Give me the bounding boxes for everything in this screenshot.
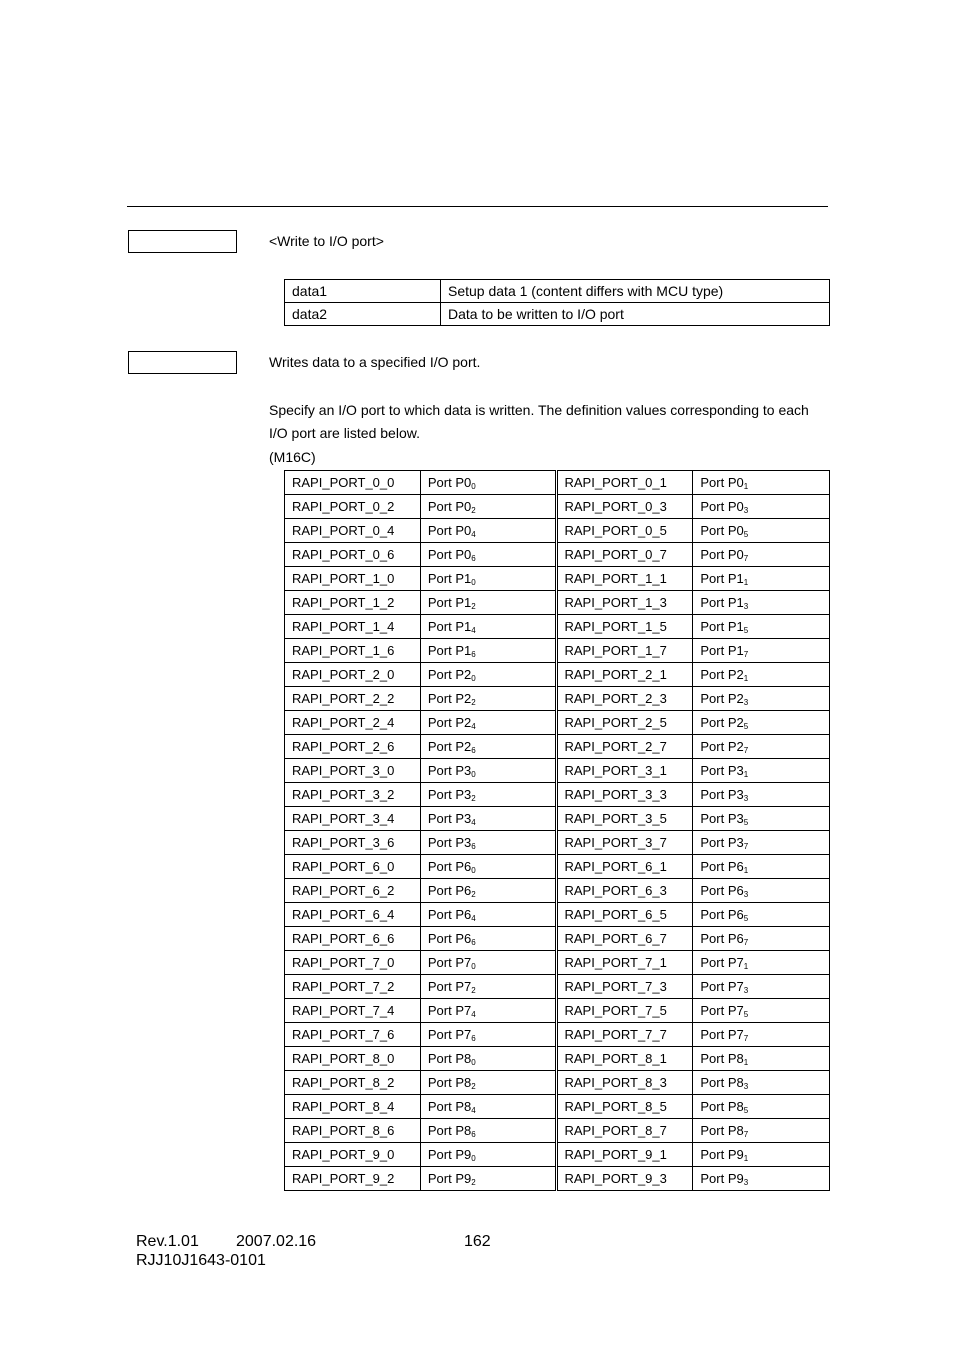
port-name <box>420 663 556 687</box>
port-symbol: RAPI_PORT_8_2 <box>285 1071 421 1095</box>
port-symbol: RAPI_PORT_0_5 <box>556 519 693 543</box>
footer-doc-id: RJJ10J1643-0101 <box>136 1252 266 1269</box>
port-name <box>420 1047 556 1071</box>
port-symbol: RAPI_PORT_1_5 <box>556 615 693 639</box>
table-row <box>285 471 830 495</box>
port-symbol: RAPI_PORT_9_3 <box>556 1167 693 1191</box>
port-name <box>693 975 830 999</box>
port-bit-subscript: 2 <box>471 890 476 899</box>
table-row <box>285 519 830 543</box>
footer-revision: Rev.1.01 <box>136 1233 199 1250</box>
port-base: Port P8 <box>427 1123 472 1138</box>
port-bit-subscript: 6 <box>471 746 476 755</box>
port-name <box>693 903 830 927</box>
port-base: Port P2 <box>700 667 744 682</box>
port-symbol: RAPI_PORT_8_5 <box>556 1095 693 1119</box>
port-bit-subscript: 3 <box>743 986 749 995</box>
port-name <box>420 543 556 567</box>
port-bit-subscript: 1 <box>743 482 749 491</box>
port-symbol: RAPI_PORT_1_2 <box>285 591 421 615</box>
port-symbol: RAPI_PORT_0_4 <box>285 519 421 543</box>
port-base: Port P0 <box>700 523 744 538</box>
port-name <box>693 1167 830 1191</box>
port-base: Port P7 <box>700 1003 744 1018</box>
port-bit-subscript: 1 <box>743 866 749 875</box>
port-symbol: RAPI_PORT_7_5 <box>556 999 693 1023</box>
port-bit-subscript: 0 <box>471 1154 476 1163</box>
port-bit-subscript: 1 <box>743 962 749 971</box>
port-base: Port P1 <box>427 643 472 658</box>
table-row <box>285 687 830 711</box>
port-bit-subscript: 0 <box>471 866 476 875</box>
port-base: Port P0 <box>427 499 472 514</box>
port-bit-subscript: 0 <box>471 770 476 779</box>
table-row <box>285 1071 830 1095</box>
table-row <box>285 855 830 879</box>
port-bit-subscript: 6 <box>471 938 476 947</box>
port-base: Port P7 <box>700 1027 744 1042</box>
port-definition-table <box>284 470 830 1191</box>
port-bit-subscript: 6 <box>471 1130 476 1139</box>
port-bit-subscript: 5 <box>743 626 749 635</box>
port-bit-subscript: 1 <box>743 1154 749 1163</box>
table-row <box>285 639 830 663</box>
port-bit-subscript: 3 <box>743 1082 749 1091</box>
table-row <box>285 615 830 639</box>
port-name <box>693 1095 830 1119</box>
port-name <box>693 495 830 519</box>
port-symbol: RAPI_PORT_3_3 <box>556 783 693 807</box>
port-symbol: RAPI_PORT_8_0 <box>285 1047 421 1071</box>
port-name <box>693 951 830 975</box>
port-symbol: RAPI_PORT_7_3 <box>556 975 693 999</box>
port-bit-subscript: 0 <box>471 674 476 683</box>
port-symbol: RAPI_PORT_8_4 <box>285 1095 421 1119</box>
port-bit-subscript: 2 <box>471 602 476 611</box>
port-symbol: RAPI_PORT_0_3 <box>556 495 693 519</box>
port-base: Port P3 <box>700 835 744 850</box>
section-label-box-2 <box>128 351 237 374</box>
port-symbol: RAPI_PORT_9_2 <box>285 1167 421 1191</box>
port-bit-subscript: 1 <box>743 674 749 683</box>
port-base: Port P8 <box>427 1099 472 1114</box>
argument-table <box>284 279 830 326</box>
port-name <box>420 495 556 519</box>
port-base: Port P1 <box>427 619 472 634</box>
port-name <box>420 999 556 1023</box>
port-name <box>420 639 556 663</box>
port-bit-subscript: 7 <box>743 842 749 851</box>
port-base: Port P3 <box>427 811 472 826</box>
port-symbol: RAPI_PORT_2_6 <box>285 735 421 759</box>
argument-name: data2 <box>285 303 441 326</box>
header-rule <box>127 206 828 207</box>
port-symbol: RAPI_PORT_2_1 <box>556 663 693 687</box>
port-name <box>420 1143 556 1167</box>
port-symbol: RAPI_PORT_1_3 <box>556 591 693 615</box>
port-name <box>420 783 556 807</box>
port-symbol: RAPI_PORT_3_0 <box>285 759 421 783</box>
port-name <box>693 1071 830 1095</box>
port-symbol: RAPI_PORT_1_4 <box>285 615 421 639</box>
port-name <box>693 1119 830 1143</box>
port-bit-subscript: 5 <box>743 1010 749 1019</box>
port-base: Port P7 <box>427 979 472 994</box>
table-row <box>285 927 830 951</box>
port-name <box>420 711 556 735</box>
port-bit-subscript: 5 <box>743 722 749 731</box>
port-name <box>693 1023 830 1047</box>
port-name <box>420 879 556 903</box>
port-base: Port P2 <box>700 691 744 706</box>
port-base: Port P2 <box>427 691 472 706</box>
port-symbol: RAPI_PORT_3_1 <box>556 759 693 783</box>
port-symbol: RAPI_PORT_3_5 <box>556 807 693 831</box>
port-symbol: RAPI_PORT_6_6 <box>285 927 421 951</box>
section-label-box-1 <box>128 230 237 253</box>
table-row <box>285 543 830 567</box>
port-symbol: RAPI_PORT_6_5 <box>556 903 693 927</box>
port-base: Port P0 <box>427 475 472 490</box>
port-symbol: RAPI_PORT_2_2 <box>285 687 421 711</box>
port-base: Port P2 <box>700 739 744 754</box>
table-row <box>285 951 830 975</box>
port-bit-subscript: 5 <box>743 1106 749 1115</box>
port-base: Port P2 <box>700 715 744 730</box>
page-number: 162 <box>464 1233 491 1250</box>
port-bit-subscript: 1 <box>743 1058 749 1067</box>
table-row <box>285 831 830 855</box>
port-name <box>420 615 556 639</box>
table-row <box>285 783 830 807</box>
table-row <box>285 591 830 615</box>
port-base: Port P1 <box>700 571 744 586</box>
port-symbol: RAPI_PORT_0_2 <box>285 495 421 519</box>
port-name <box>420 735 556 759</box>
table-row <box>285 1119 830 1143</box>
table-row <box>285 1023 830 1047</box>
section-syntax-text: <Write to I/O port> <box>269 233 384 249</box>
port-name <box>420 1023 556 1047</box>
port-base: Port P1 <box>700 643 744 658</box>
table-row <box>285 1143 830 1167</box>
port-name <box>420 471 556 495</box>
port-bit-subscript: 4 <box>471 914 476 923</box>
port-bit-subscript: 3 <box>743 506 749 515</box>
port-symbol: RAPI_PORT_8_3 <box>556 1071 693 1095</box>
port-name <box>693 1047 830 1071</box>
port-base: Port P7 <box>700 955 744 970</box>
port-bit-subscript: 7 <box>743 1130 749 1139</box>
port-base: Port P0 <box>700 499 744 514</box>
port-symbol: RAPI_PORT_1_0 <box>285 567 421 591</box>
table-row <box>285 807 830 831</box>
port-base: Port P6 <box>700 859 744 874</box>
port-base: Port P8 <box>427 1051 472 1066</box>
port-name <box>420 855 556 879</box>
port-base: Port P1 <box>700 619 744 634</box>
port-base: Port P8 <box>700 1051 744 1066</box>
port-bit-subscript: 7 <box>743 650 749 659</box>
argument-description: Data to be written to I/O port <box>441 303 830 326</box>
port-symbol: RAPI_PORT_0_7 <box>556 543 693 567</box>
argument-row <box>285 303 830 326</box>
port-symbol: RAPI_PORT_3_4 <box>285 807 421 831</box>
port-name <box>693 879 830 903</box>
port-bit-subscript: 5 <box>743 530 749 539</box>
port-base: Port P8 <box>700 1075 744 1090</box>
port-symbol: RAPI_PORT_7_2 <box>285 975 421 999</box>
port-name <box>693 687 830 711</box>
port-symbol: RAPI_PORT_1_1 <box>556 567 693 591</box>
port-bit-subscript: 6 <box>471 1034 476 1043</box>
port-symbol: RAPI_PORT_0_0 <box>285 471 421 495</box>
port-symbol: RAPI_PORT_2_3 <box>556 687 693 711</box>
port-base: Port P9 <box>427 1147 472 1162</box>
port-bit-subscript: 2 <box>471 794 476 803</box>
port-bit-subscript: 3 <box>743 890 749 899</box>
port-base: Port P6 <box>427 907 472 922</box>
table-row <box>285 711 830 735</box>
port-bit-subscript: 6 <box>471 554 476 563</box>
port-bit-subscript: 2 <box>471 698 476 707</box>
port-symbol: RAPI_PORT_3_6 <box>285 831 421 855</box>
port-name <box>693 663 830 687</box>
port-name <box>693 759 830 783</box>
port-symbol: RAPI_PORT_6_4 <box>285 903 421 927</box>
port-bit-subscript: 7 <box>743 1034 749 1043</box>
port-name <box>693 567 830 591</box>
port-name <box>420 831 556 855</box>
port-name <box>420 567 556 591</box>
port-name <box>693 615 830 639</box>
port-symbol: RAPI_PORT_9_1 <box>556 1143 693 1167</box>
port-name <box>693 735 830 759</box>
table-row <box>285 1167 830 1191</box>
port-bit-subscript: 1 <box>743 578 749 587</box>
section-description-text: Writes data to a specified I/O port. <box>269 354 481 370</box>
port-base: Port P0 <box>700 475 744 490</box>
port-bit-subscript: 7 <box>743 938 749 947</box>
port-base: Port P7 <box>427 1003 472 1018</box>
port-bit-subscript: 4 <box>471 1106 476 1115</box>
port-symbol: RAPI_PORT_2_4 <box>285 711 421 735</box>
port-bit-subscript: 4 <box>471 530 476 539</box>
port-base: Port P6 <box>427 883 472 898</box>
port-name <box>420 759 556 783</box>
port-bit-subscript: 1 <box>743 770 749 779</box>
port-name <box>420 903 556 927</box>
port-base: Port P8 <box>700 1123 744 1138</box>
port-name <box>420 519 556 543</box>
port-symbol: RAPI_PORT_7_1 <box>556 951 693 975</box>
port-name <box>420 591 556 615</box>
table-row <box>285 663 830 687</box>
port-symbol: RAPI_PORT_1_6 <box>285 639 421 663</box>
port-bit-subscript: 0 <box>471 482 476 491</box>
argument-name: data1 <box>285 280 441 303</box>
table-row <box>285 879 830 903</box>
port-base: Port P6 <box>700 883 744 898</box>
port-name <box>693 807 830 831</box>
port-base: Port P1 <box>700 595 744 610</box>
port-base: Port P0 <box>427 523 472 538</box>
port-base: Port P3 <box>427 787 472 802</box>
port-bit-subscript: 5 <box>743 818 749 827</box>
port-bit-subscript: 7 <box>743 554 749 563</box>
table-row <box>285 903 830 927</box>
port-base: Port P6 <box>427 931 472 946</box>
port-bit-subscript: 2 <box>471 986 476 995</box>
table-row <box>285 1095 830 1119</box>
port-base: Port P2 <box>427 739 472 754</box>
port-name <box>693 783 830 807</box>
port-name <box>420 1167 556 1191</box>
port-symbol: RAPI_PORT_8_7 <box>556 1119 693 1143</box>
port-name <box>420 807 556 831</box>
port-symbol: RAPI_PORT_6_1 <box>556 855 693 879</box>
port-name <box>420 975 556 999</box>
port-base: Port P0 <box>700 547 744 562</box>
port-base: Port P3 <box>427 763 472 778</box>
port-symbol: RAPI_PORT_2_7 <box>556 735 693 759</box>
port-symbol: RAPI_PORT_8_1 <box>556 1047 693 1071</box>
port-base: Port P7 <box>427 955 472 970</box>
port-symbol: RAPI_PORT_0_1 <box>556 471 693 495</box>
port-base: Port P8 <box>700 1099 744 1114</box>
port-name <box>693 591 830 615</box>
port-bit-subscript: 3 <box>743 794 749 803</box>
port-base: Port P6 <box>427 859 472 874</box>
port-name <box>420 1119 556 1143</box>
port-bit-subscript: 6 <box>471 650 476 659</box>
port-name <box>693 543 830 567</box>
port-bit-subscript: 4 <box>471 722 476 731</box>
port-base: Port P9 <box>700 1147 744 1162</box>
port-symbol: RAPI_PORT_7_4 <box>285 999 421 1023</box>
port-name <box>420 1095 556 1119</box>
port-name <box>693 519 830 543</box>
port-symbol: RAPI_PORT_6_0 <box>285 855 421 879</box>
paragraph-line-1: Specify an I/O port to which data is written. The definition values corresponding to each <box>269 402 809 418</box>
port-base: Port P2 <box>427 715 472 730</box>
port-base: Port P9 <box>700 1171 744 1186</box>
port-name <box>420 927 556 951</box>
port-base: Port P6 <box>700 907 744 922</box>
port-base: Port P3 <box>700 787 744 802</box>
port-bit-subscript: 2 <box>471 1082 476 1091</box>
port-base: Port P7 <box>427 1027 472 1042</box>
port-bit-subscript: 0 <box>471 1058 476 1067</box>
port-bit-subscript: 3 <box>743 602 749 611</box>
port-base: Port P3 <box>700 763 744 778</box>
port-bit-subscript: 7 <box>743 746 749 755</box>
port-symbol: RAPI_PORT_7_7 <box>556 1023 693 1047</box>
port-bit-subscript: 4 <box>471 1010 476 1019</box>
port-symbol: RAPI_PORT_6_2 <box>285 879 421 903</box>
port-name <box>420 687 556 711</box>
port-base: Port P0 <box>427 547 472 562</box>
port-base: Port P9 <box>427 1171 472 1186</box>
port-base: Port P3 <box>427 835 472 850</box>
port-base: Port P6 <box>700 931 744 946</box>
port-name <box>693 639 830 663</box>
port-name <box>693 999 830 1023</box>
port-symbol: RAPI_PORT_1_7 <box>556 639 693 663</box>
port-name <box>693 927 830 951</box>
port-base: Port P7 <box>700 979 744 994</box>
port-bit-subscript: 4 <box>471 818 476 827</box>
argument-description: Setup data 1 (content differs with MCU type) <box>441 280 830 303</box>
argument-row <box>285 280 830 303</box>
port-base: Port P8 <box>427 1075 472 1090</box>
footer-date: 2007.02.16 <box>236 1233 317 1250</box>
port-name <box>693 471 830 495</box>
port-bit-subscript: 0 <box>471 962 476 971</box>
table-row <box>285 495 830 519</box>
port-bit-subscript: 2 <box>471 506 476 515</box>
port-symbol: RAPI_PORT_3_7 <box>556 831 693 855</box>
table-row <box>285 759 830 783</box>
port-symbol: RAPI_PORT_0_6 <box>285 543 421 567</box>
port-symbol: RAPI_PORT_9_0 <box>285 1143 421 1167</box>
port-bit-subscript: 3 <box>743 698 749 707</box>
table-row <box>285 999 830 1023</box>
table-row <box>285 735 830 759</box>
table-row <box>285 975 830 999</box>
paragraph-line-2: I/O port are listed below. <box>269 425 420 441</box>
port-base: Port P2 <box>427 667 472 682</box>
port-symbol: RAPI_PORT_2_0 <box>285 663 421 687</box>
port-base: Port P1 <box>427 595 472 610</box>
port-bit-subscript: 0 <box>471 578 476 587</box>
table-row <box>285 1047 830 1071</box>
port-name <box>420 951 556 975</box>
port-bit-subscript: 4 <box>471 626 476 635</box>
port-name <box>420 1071 556 1095</box>
port-symbol: RAPI_PORT_2_5 <box>556 711 693 735</box>
mcu-label: (M16C) <box>269 449 316 465</box>
port-base: Port P1 <box>427 571 472 586</box>
port-bit-subscript: 5 <box>743 914 749 923</box>
port-bit-subscript: 2 <box>471 1178 476 1187</box>
port-symbol: RAPI_PORT_8_6 <box>285 1119 421 1143</box>
port-name <box>693 1143 830 1167</box>
port-name <box>693 711 830 735</box>
port-symbol: RAPI_PORT_3_2 <box>285 783 421 807</box>
port-symbol: RAPI_PORT_7_6 <box>285 1023 421 1047</box>
port-symbol: RAPI_PORT_6_3 <box>556 879 693 903</box>
port-symbol: RAPI_PORT_6_7 <box>556 927 693 951</box>
port-base: Port P3 <box>700 811 744 826</box>
table-row <box>285 567 830 591</box>
port-name <box>693 855 830 879</box>
port-bit-subscript: 3 <box>743 1178 749 1187</box>
port-bit-subscript: 6 <box>471 842 476 851</box>
port-name <box>693 831 830 855</box>
port-symbol: RAPI_PORT_7_0 <box>285 951 421 975</box>
